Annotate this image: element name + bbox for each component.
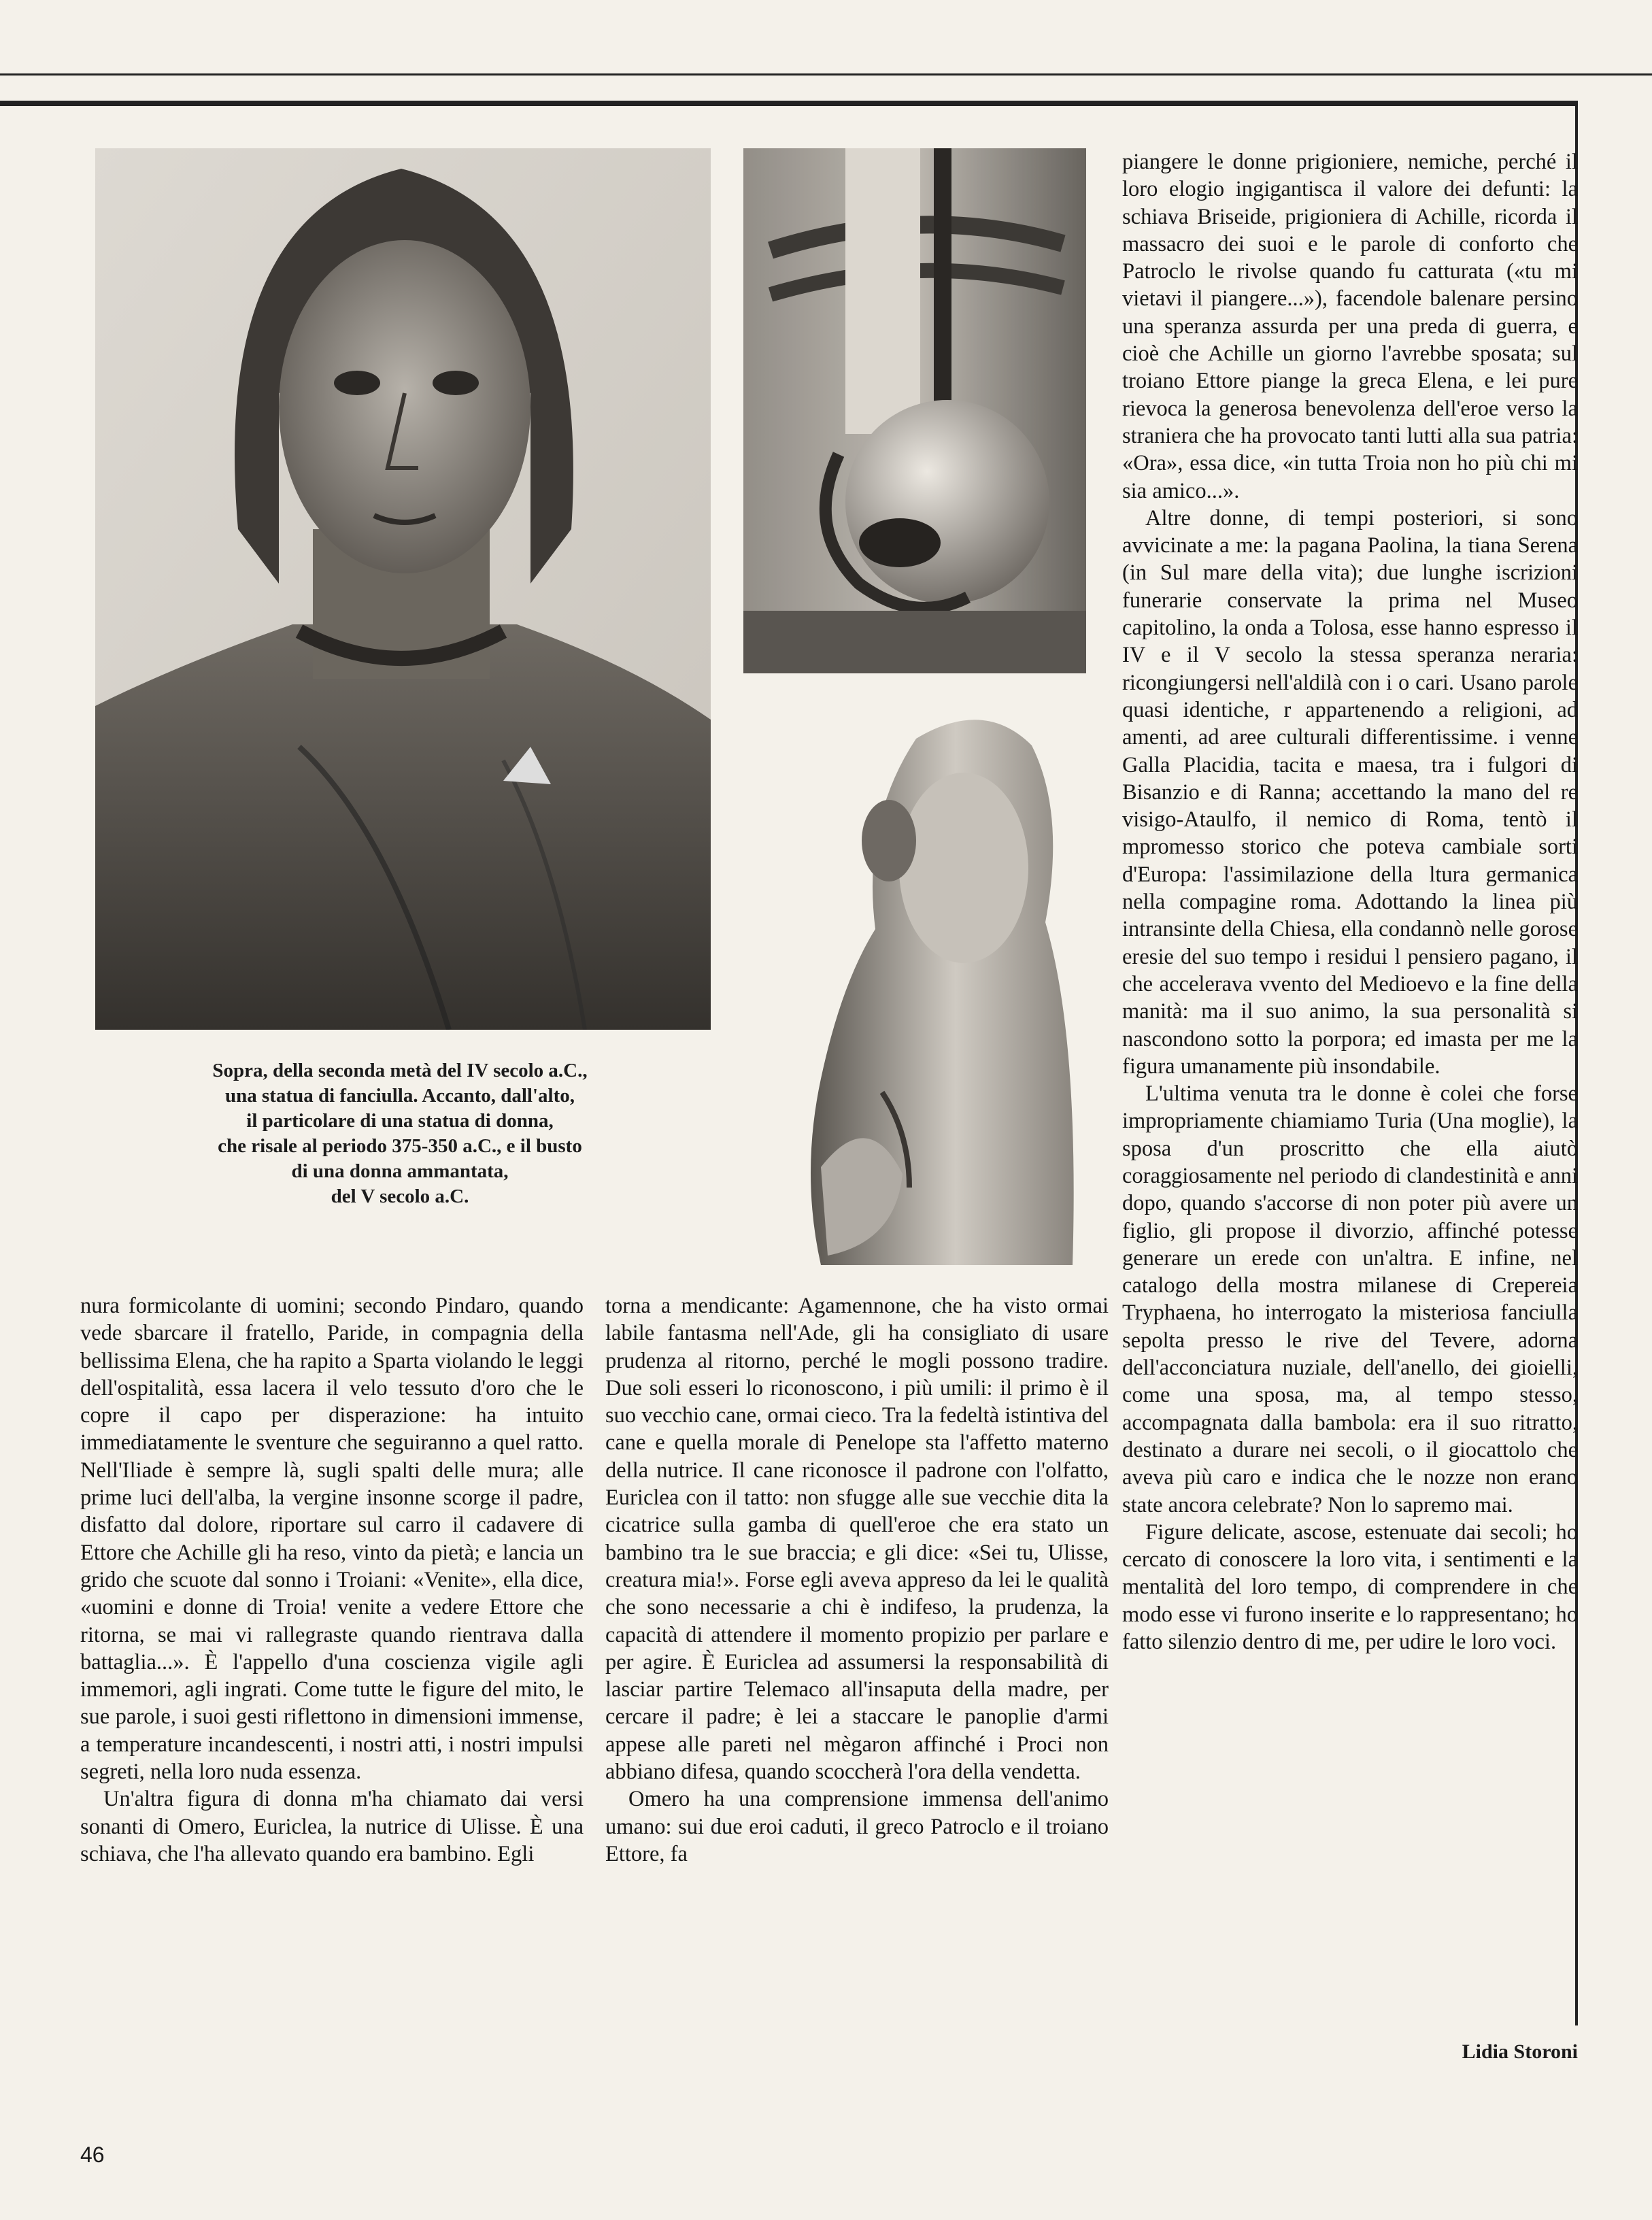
frame-right-border: [1575, 101, 1600, 2025]
paragraph: nura formicolante di uomini; secondo Pindaro, quando vede sbarcare il fratello, Paride, in compagnia della bellissima Elena, che ha rapito a Sparta violando le leggi dell'ospitalità, essa lacera il velo tessuto d'oro che le copre il capo per disperazione: ha intuito immediatamente le sventure che seguiranno a quel ratto. Nell'Iliade è sempre là, sugli spalti delle mura; alle prime luci dell'alba, la vergine insonne scorge il padre, disfatto dal dolore, riportare sul carro il cadavere di Ettore che Achille gli ha reso, vinto da pietà; e lancia un grido che scuote dal sonno i Troiani: «Venite», ella dice, «uomini e donne di Troia! venite a vedere Ettore che ritorna, se mai vi rallegraste quando rientrava dalla battaglia...». È l'appello d'una coscienza vigile agli immemori, agli ingrati. Come tutte le figure del mito, le sue parole, i suoi gesti riflettono in dimensioni immense, a temperature incandescenti, i nostri atti, i nostri impulsi segreti, nella loro nuda essenza.: [80, 1294, 584, 1785]
page-number: 46: [80, 2142, 105, 2167]
frame-top-border: [0, 101, 1597, 106]
paragraph: torna a mendicante: Agamennone, che ha visto ormai labile fantasma nell'Ade, gli ha consigliato di usare prudenza al ritorno, perché le mogli possono tradire. Due soli esseri lo riconoscono, i più umili: il primo è il suo vecchio cane, ormai cieco. Tra la fedeltà istintiva del cane e quella morale di Penelope sta l'affetto materno della nutrice. Il cane riconosce il padrone con l'olfatto, Euriclea con il tatto: non sfugge alle sue vecchie dita la cicatrice sulla gamba di quell'eroe che era stato un bambino tra le sue braccia; e gli dice: «Sei tu, Ulisse, creatura mia!». Forse egli aveva appreso da lei le qualità che sono necessarie a chi è indifeso, la prudenza, la capacità di attendere il momento propizio per parlare e per agire. È Euriclea ad assumersi la responsabilità di lasciar partire Telemaco all'insaputa della madre, per cercare il padre; è lei a staccare le panoplie d'armi appese alle pareti nel mègaron affinché i Proci non abbiano difesa, quando scoccherà l'ora della vendetta.: [605, 1294, 1109, 1785]
top-rule: [0, 73, 1652, 75]
caption-line: di una donna ammantata,: [291, 1160, 509, 1182]
photo-girl-statue: [95, 148, 711, 1030]
caption-line: una statua di fanciulla. Accanto, dall'alto,: [224, 1085, 575, 1107]
photo-draped-bust: [760, 698, 1095, 1265]
paragraph: Altre donne, di tempi posteriori, si sono avvicinate a me: la pagana Paolina, la tiana Serena (in Sul mare della vita); due lunghe iscrizioni funerarie conservate la prima nel Museo capitolino, la onda a Tolosa, esse hanno espresso il IV e il V secolo la stessa speranza neraria: ricongiungersi nell'aldilà con i o cari. Usano parole quasi identiche, r appartenendo a religioni, ad amenti, ad aree culturali differentissime. i venne Galla Placidia, tacita e maesa, tra i fulgori di Bisanzio e di Ranna; accettando la mano del re visigo-Ataulfo, il nemico di Roma, tentò il mpromesso storico che poteva cambiale sorti d'Europa: l'assimilazione della ltura germanica nella compagine roma. Adottando la linea più intransinte della Chiesa, ella condannò nelle gorose eresie del suo tempo i residui l pensiero pagano, il che accelerava vvento del Medioevo e la fine della manità: ma il suo animo, la sua personalità si nascondono sotto la porpora; ed imasta per me la figura umanamente più insondabile.: [1122, 505, 1578, 1079]
paragraph: L'ultima venuta tra le donne è colei che forse impropriamente chiamiamo Turia (Una moglie), la sposa d'un proscritto che ella aiutò coraggiosamente nel periodo di clandestinità e anni dopo, quando s'accorse di non poter più avere un figlio, gli propose il divorzio, affinché potesse generare un erede con un'altra. E infine, nel catalogo della mostra milanese di Crepereia Tryphaena, ho interrogato la misteriosa fanciulla sepolta presso le rive del Tevere, adorna dell'acconciatura nuziale, dell'anello, dei gioielli, come una sposa, ma, al tempo stesso, accompagnata dalla bambola: era il suo ritratto, destinato a durare nei secoli, o il giocattolo che aveva più caro e indica che le nozze non erano state ancora celebrate? Non lo sapremo mai.: [1122, 1081, 1578, 1517]
caption-line: Sopra, della seconda metà del IV secolo a.C.,: [212, 1060, 588, 1081]
text-column-left: [80, 1292, 584, 1868]
caption-line: che risale al periodo 375-350 a.C., e il busto: [218, 1135, 582, 1157]
author-signature: Lidia Storoni: [1462, 2040, 1578, 2063]
paragraph: Figure delicate, ascose, estenuate dai secoli; ho cercato di conoscere la loro vita, i sentimenti e la mentalità del loro tempo, di comprendere in che modo esse vi furono inserite e lo rappresentano; ho fatto silenzio dentro di me, per udire le loro voci.: [1122, 1519, 1578, 1655]
text-column-middle: [605, 1292, 1109, 1868]
paragraph: Un'altra figura di donna m'ha chiamato dai versi sonanti di Omero, Euriclea, la nutrice di Ulisse. È una schiava, che l'ha allevato quando era bambino. Egli: [80, 1787, 584, 1866]
caption-line: il particolare di una statua di donna,: [246, 1110, 554, 1132]
photo-caption: [101, 1058, 699, 1209]
text-column-right: [1122, 148, 1578, 1655]
paragraph: piangere le donne prigioniere, nemiche, perché il loro elogio ingigantisca il valore dei defunti: la schiava Briseide, prigioniera di Achille, ricorda il massacro dei suoi e le parole di conforto che Patroclo le rivolse quando fu catturata («tu mi vietavi il piangere...»), facendole balenare persino una speranza assurda per una preda di guerra, e cioè che Achille un giorno l'avrebbe sposata; sul troiano Ettore piange la greca Elena, e lei pure rievoca la generosa benevolenza dell'eroe verso la straniera che ha provocato tanti lutti alla sua patria: «Ora», essa dice, «in tutta Troia non ho più chi mi sia amico...».: [1122, 150, 1578, 503]
photo-statue-detail: [743, 148, 1086, 673]
caption-line: del V secolo a.C.: [331, 1185, 469, 1207]
paragraph: Omero ha una comprensione immensa dell'animo umano: sui due eroi caduti, il greco Patroclo e il troiano Ettore, fa: [605, 1787, 1109, 1866]
